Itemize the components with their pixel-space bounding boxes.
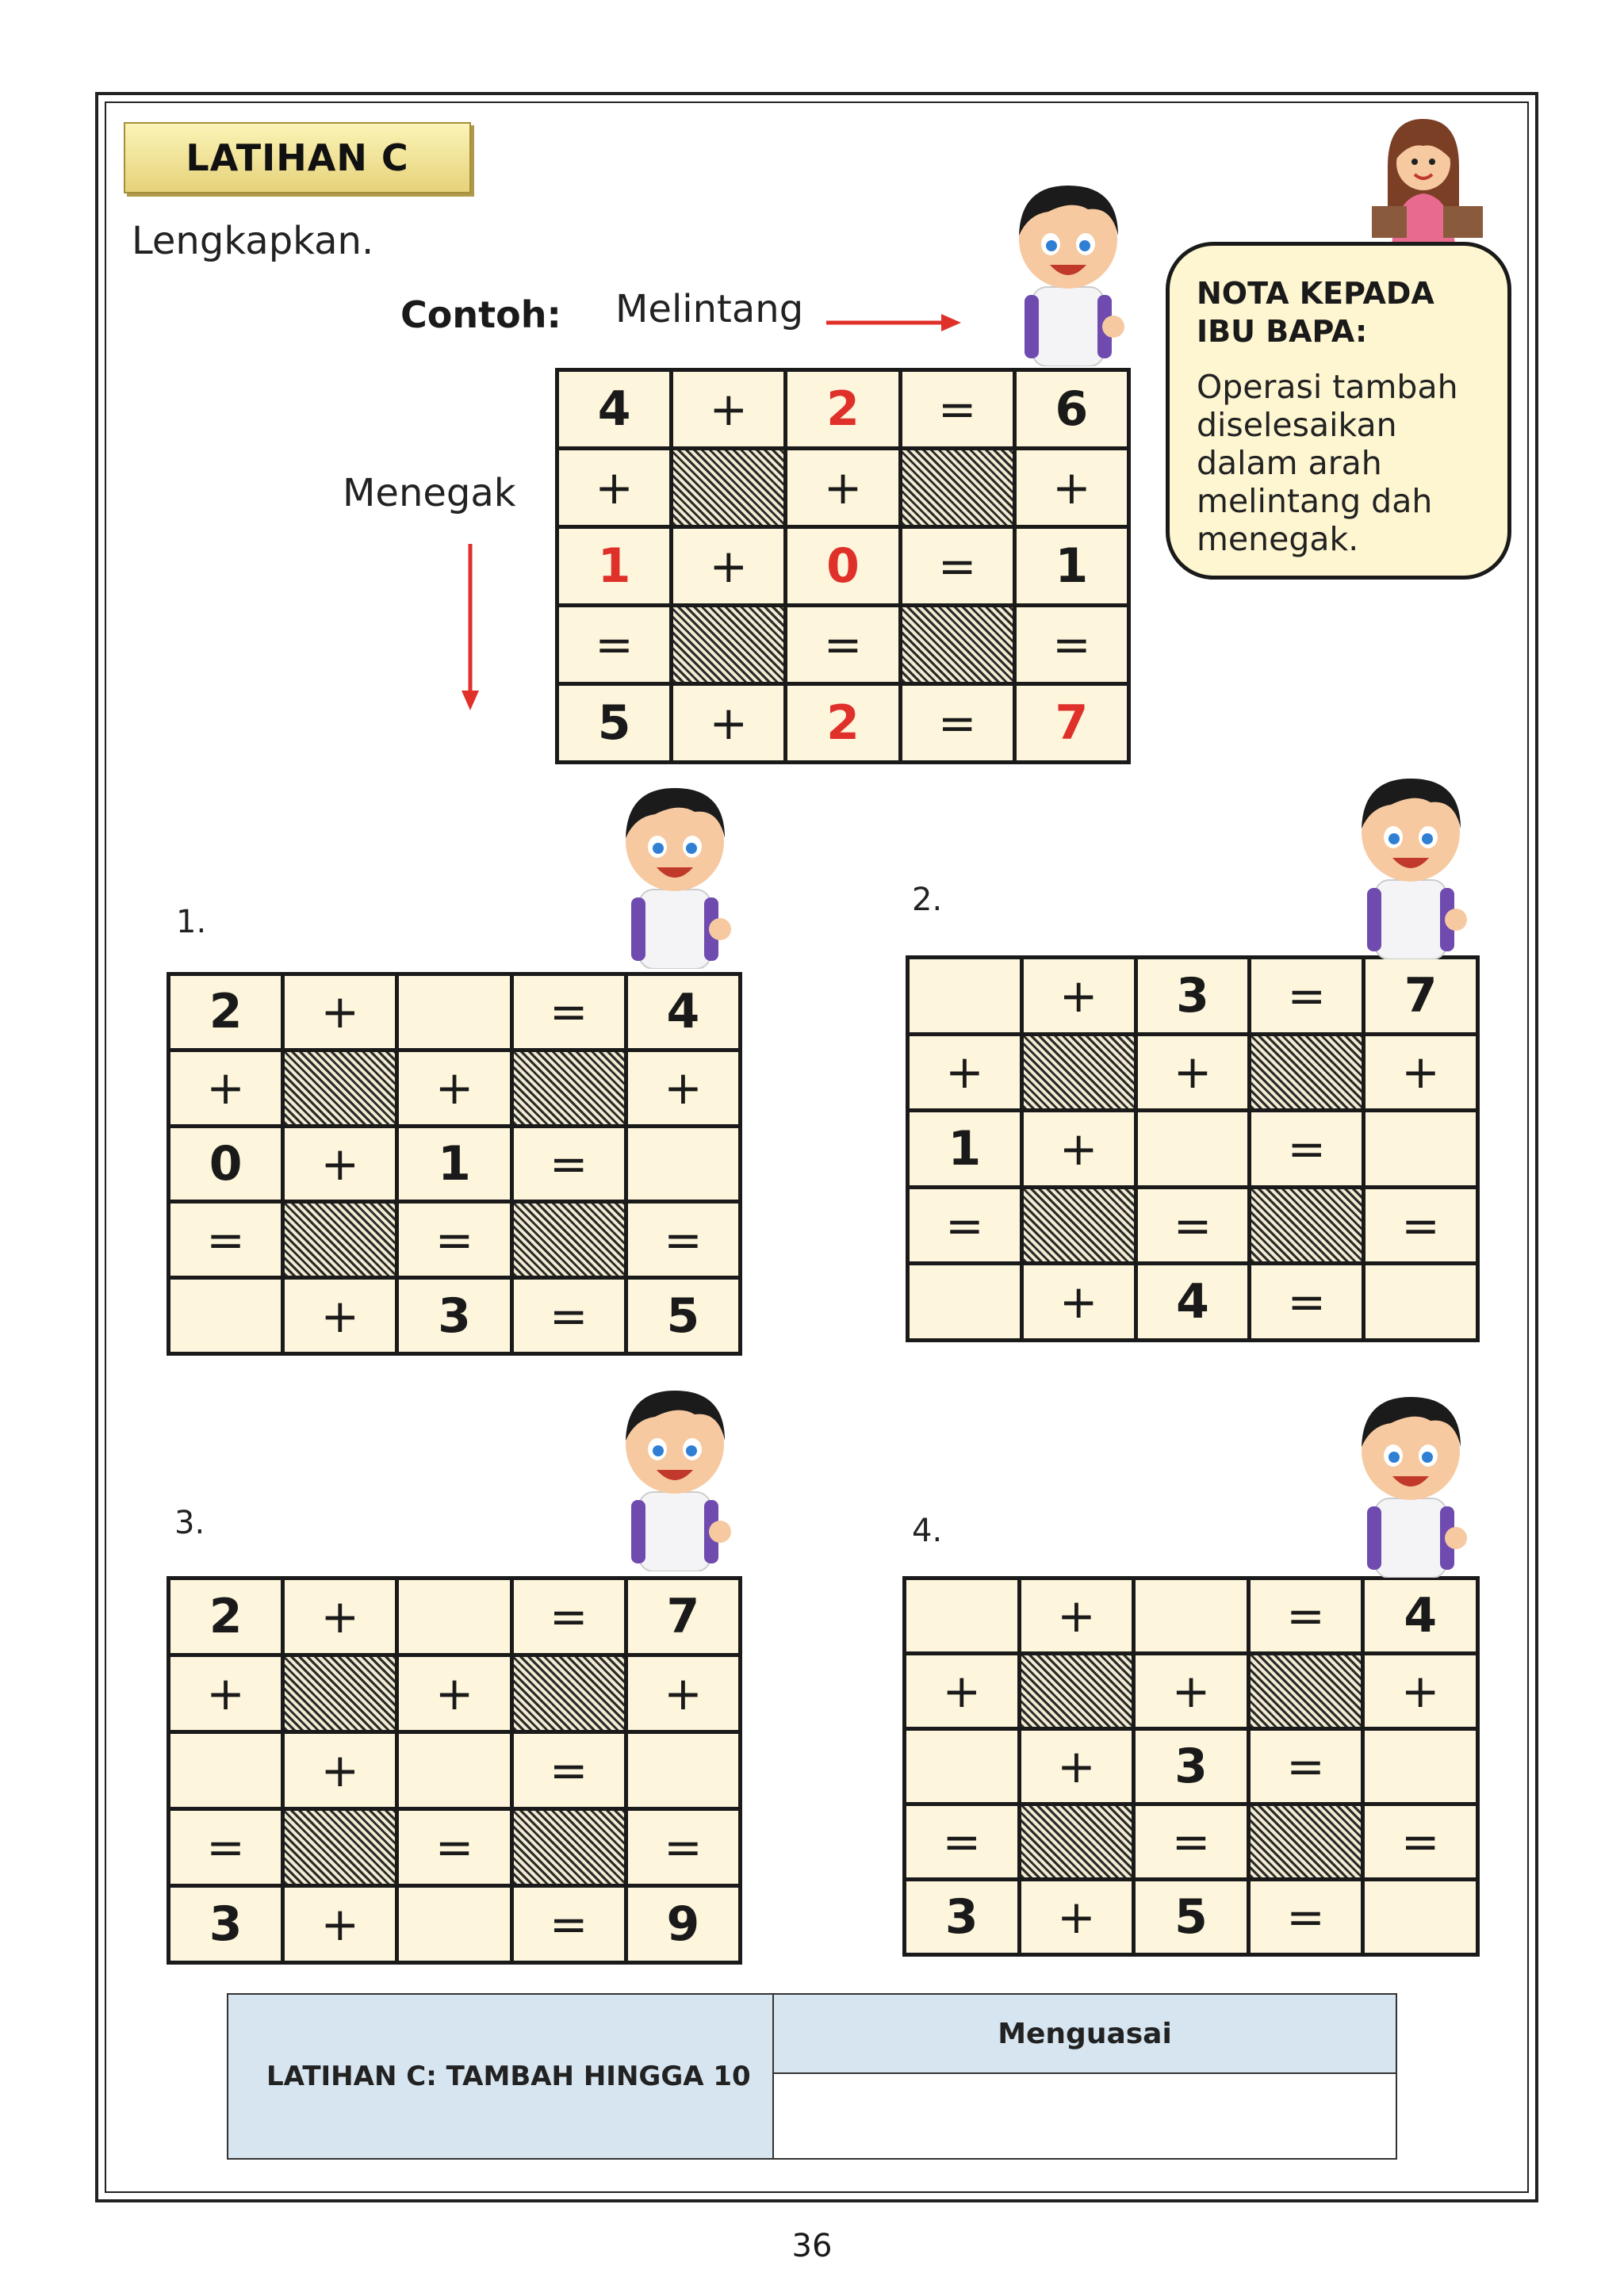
operator-cell: + bbox=[628, 1052, 738, 1124]
boy-thumbs-up-icon bbox=[1001, 168, 1136, 366]
puzzle-grid-2 bbox=[906, 955, 1480, 1342]
parent-note-title: NOTA KEPADA IBU BAPA: bbox=[1197, 276, 1434, 349]
number-cell: 3 bbox=[1136, 1731, 1247, 1802]
puzzle-number: 4. bbox=[912, 1513, 943, 1549]
operator-cell: = bbox=[902, 529, 1013, 603]
answer-blank-cell[interactable] bbox=[1365, 1731, 1476, 1802]
number-cell: 0 bbox=[787, 529, 898, 603]
number-cell: 1 bbox=[559, 529, 669, 603]
number-cell: 5 bbox=[628, 1280, 738, 1352]
operator-cell: + bbox=[399, 1657, 509, 1730]
operator-cell: + bbox=[285, 1734, 395, 1807]
answer-blank-cell[interactable] bbox=[1365, 1881, 1476, 1953]
boy-thumbs-up-icon bbox=[1343, 761, 1478, 959]
shaded-cell bbox=[673, 450, 783, 525]
number-cell: 3 bbox=[170, 1888, 281, 1961]
operator-cell: = bbox=[399, 1811, 509, 1884]
operator-cell: = bbox=[1365, 1806, 1476, 1877]
operator-cell: = bbox=[514, 1734, 624, 1807]
operator-cell: = bbox=[514, 1280, 624, 1352]
shaded-cell bbox=[285, 1811, 395, 1884]
example-grid bbox=[555, 368, 1131, 764]
operator-cell: + bbox=[285, 1280, 395, 1352]
answer-blank-cell[interactable] bbox=[1365, 1265, 1476, 1338]
answer-blank-cell[interactable] bbox=[170, 1280, 281, 1352]
number-cell: 6 bbox=[1017, 372, 1127, 446]
number-cell: 4 bbox=[628, 976, 738, 1048]
shaded-cell bbox=[1251, 1655, 1362, 1727]
number-cell: 2 bbox=[787, 372, 898, 446]
operator-cell: = bbox=[1365, 1189, 1476, 1262]
operator-cell: + bbox=[399, 1052, 509, 1124]
parent-note-box bbox=[1166, 242, 1511, 580]
operator-cell: + bbox=[1021, 1580, 1132, 1651]
operator-cell: + bbox=[787, 450, 898, 525]
operator-cell: + bbox=[1365, 1036, 1476, 1109]
operator-cell: + bbox=[673, 372, 783, 446]
shaded-cell bbox=[514, 1657, 624, 1730]
boy-thumbs-up-icon bbox=[607, 1373, 742, 1571]
mastery-checkbox-area[interactable] bbox=[774, 2074, 1396, 2158]
operator-cell: + bbox=[170, 1052, 281, 1124]
operator-cell: + bbox=[1024, 959, 1134, 1032]
operator-cell: = bbox=[514, 1580, 624, 1653]
number-cell: 1 bbox=[910, 1112, 1020, 1185]
answer-blank-cell[interactable] bbox=[910, 959, 1020, 1032]
puzzle-grid-3 bbox=[167, 1576, 742, 1965]
boy-thumbs-up-icon bbox=[1343, 1380, 1478, 1578]
number-cell: 5 bbox=[1136, 1881, 1247, 1953]
instruction-text: Lengkapkan. bbox=[132, 219, 374, 263]
operator-cell: + bbox=[1021, 1731, 1132, 1802]
operator-cell: + bbox=[1021, 1881, 1132, 1953]
number-cell: 2 bbox=[787, 686, 898, 760]
operator-cell: = bbox=[628, 1203, 738, 1276]
operator-cell: = bbox=[628, 1811, 738, 1884]
puzzle-number: 3. bbox=[174, 1505, 205, 1541]
operator-cell: = bbox=[514, 1128, 624, 1200]
vertical-label: Menegak bbox=[343, 471, 516, 515]
number-cell: 2 bbox=[170, 1580, 281, 1653]
number-cell: 7 bbox=[1365, 959, 1476, 1032]
operator-cell: = bbox=[170, 1203, 281, 1276]
operator-cell: = bbox=[1251, 1112, 1362, 1185]
operator-cell: = bbox=[902, 686, 1013, 760]
shaded-cell bbox=[673, 607, 783, 682]
section-badge: LATIHAN C bbox=[124, 122, 471, 193]
puzzle-grid-4 bbox=[902, 1576, 1480, 1957]
shaded-cell bbox=[902, 450, 1013, 525]
answer-blank-cell[interactable] bbox=[906, 1731, 1017, 1802]
shaded-cell bbox=[902, 607, 1013, 682]
boy-thumbs-up-icon bbox=[607, 771, 742, 969]
answer-blank-cell[interactable] bbox=[1136, 1580, 1247, 1651]
operator-cell: + bbox=[285, 1888, 395, 1961]
teacher-icon bbox=[1348, 111, 1499, 246]
shaded-cell bbox=[285, 1203, 395, 1276]
operator-cell: + bbox=[628, 1657, 738, 1730]
answer-blank-cell[interactable] bbox=[399, 1580, 509, 1653]
operator-cell: = bbox=[170, 1811, 281, 1884]
shaded-cell bbox=[1251, 1189, 1362, 1262]
operator-cell: + bbox=[1024, 1265, 1134, 1338]
number-cell: 1 bbox=[399, 1128, 509, 1200]
operator-cell: + bbox=[559, 450, 669, 525]
operator-cell: + bbox=[285, 1128, 395, 1200]
operator-cell: = bbox=[1251, 1881, 1362, 1953]
answer-blank-cell[interactable] bbox=[1138, 1112, 1248, 1185]
operator-cell: + bbox=[1136, 1655, 1247, 1727]
operator-cell: + bbox=[906, 1655, 1017, 1727]
answer-blank-cell[interactable] bbox=[628, 1128, 738, 1200]
operator-cell: = bbox=[1136, 1806, 1247, 1877]
operator-cell: + bbox=[673, 529, 783, 603]
arrow-right-icon bbox=[826, 311, 961, 335]
shaded-cell bbox=[1251, 1036, 1362, 1109]
number-cell: 3 bbox=[1138, 959, 1248, 1032]
number-cell: 4 bbox=[559, 372, 669, 446]
operator-cell: = bbox=[910, 1189, 1020, 1262]
shaded-cell bbox=[514, 1052, 624, 1124]
answer-blank-cell[interactable] bbox=[399, 1888, 509, 1961]
operator-cell: = bbox=[1251, 959, 1362, 1032]
operator-cell: = bbox=[906, 1806, 1017, 1877]
parent-note-body: Operasi tambah diselesaikan dalam arah melintang dah menegak. bbox=[1197, 368, 1458, 558]
operator-cell: + bbox=[1017, 450, 1127, 525]
operator-cell: = bbox=[514, 1888, 624, 1961]
operator-cell: + bbox=[1365, 1655, 1476, 1727]
answer-blank-cell[interactable] bbox=[170, 1734, 281, 1807]
shaded-cell bbox=[1021, 1806, 1132, 1877]
horizontal-label: Melintang bbox=[615, 287, 804, 331]
number-cell: 4 bbox=[1365, 1580, 1476, 1651]
operator-cell: = bbox=[1251, 1731, 1362, 1802]
puzzle-number: 2. bbox=[912, 882, 943, 918]
number-cell: 0 bbox=[170, 1128, 281, 1200]
number-cell: 7 bbox=[1017, 686, 1127, 760]
answer-blank-cell[interactable] bbox=[628, 1734, 738, 1807]
operator-cell: = bbox=[1251, 1580, 1362, 1651]
answer-blank-cell[interactable] bbox=[399, 1734, 509, 1807]
operator-cell: = bbox=[399, 1203, 509, 1276]
number-cell: 9 bbox=[628, 1888, 738, 1961]
mastery-header: Menguasai bbox=[774, 1995, 1396, 2074]
assessment-title: LATIHAN C: TAMBAH HINGGA 10 bbox=[228, 1995, 774, 2158]
shaded-cell bbox=[285, 1052, 395, 1124]
shaded-cell bbox=[514, 1203, 624, 1276]
operator-cell: + bbox=[1138, 1036, 1248, 1109]
assessment-table bbox=[227, 1993, 1397, 2160]
answer-blank-cell[interactable] bbox=[910, 1265, 1020, 1338]
operator-cell: = bbox=[559, 607, 669, 682]
number-cell: 5 bbox=[559, 686, 669, 760]
shaded-cell bbox=[1251, 1806, 1362, 1877]
operator-cell: + bbox=[170, 1657, 281, 1730]
number-cell: 4 bbox=[1138, 1265, 1248, 1338]
number-cell: 7 bbox=[628, 1580, 738, 1653]
shaded-cell bbox=[514, 1811, 624, 1884]
shaded-cell bbox=[1024, 1189, 1134, 1262]
example-label: Contoh: bbox=[400, 293, 561, 336]
answer-blank-cell[interactable] bbox=[399, 976, 509, 1048]
operator-cell: = bbox=[1017, 607, 1127, 682]
number-cell: 3 bbox=[906, 1881, 1017, 1953]
operator-cell: + bbox=[285, 1580, 395, 1653]
number-cell: 3 bbox=[399, 1280, 509, 1352]
operator-cell: = bbox=[787, 607, 898, 682]
operator-cell: + bbox=[673, 686, 783, 760]
number-cell: 1 bbox=[1017, 529, 1127, 603]
assessment-column bbox=[774, 1995, 1396, 2158]
answer-blank-cell[interactable] bbox=[1365, 1112, 1476, 1185]
page-number: 36 bbox=[791, 2228, 833, 2264]
operator-cell: = bbox=[1138, 1189, 1248, 1262]
puzzle-grid-1 bbox=[167, 972, 742, 1356]
operator-cell: = bbox=[1251, 1265, 1362, 1338]
operator-cell: = bbox=[902, 372, 1013, 446]
puzzle-number: 1. bbox=[176, 904, 207, 940]
operator-cell: + bbox=[910, 1036, 1020, 1109]
operator-cell: + bbox=[285, 976, 395, 1048]
shaded-cell bbox=[1024, 1036, 1134, 1109]
shaded-cell bbox=[285, 1657, 395, 1730]
operator-cell: + bbox=[1024, 1112, 1134, 1185]
number-cell: 2 bbox=[170, 976, 281, 1048]
shaded-cell bbox=[1021, 1655, 1132, 1727]
operator-cell: = bbox=[514, 976, 624, 1048]
arrow-down-icon bbox=[458, 544, 482, 710]
answer-blank-cell[interactable] bbox=[906, 1580, 1017, 1651]
